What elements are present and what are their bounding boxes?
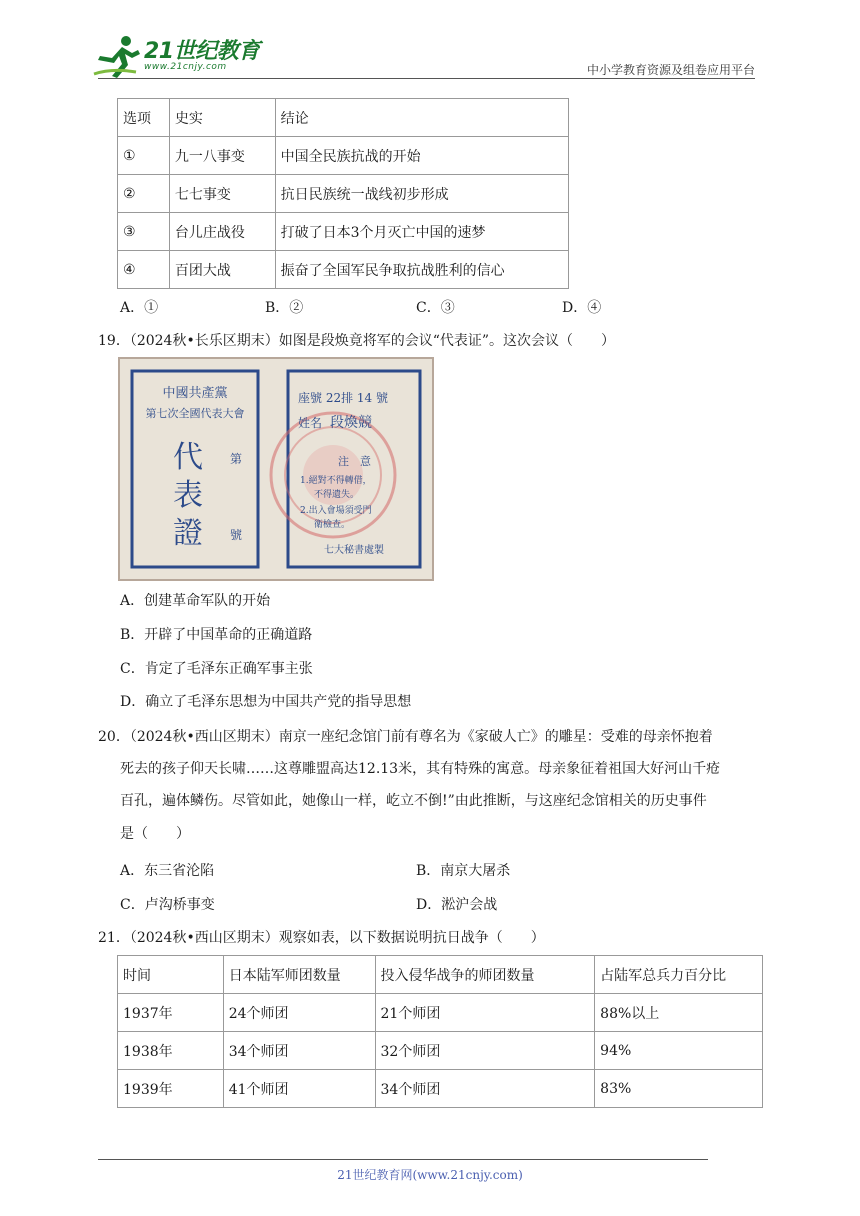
table-cell: 34个师团 [223, 1032, 375, 1070]
page-header [0, 0, 860, 80]
q20-line-2: 死去的孩子仰天长啸……这尊雕盟高达12.13米，其有特殊的寓意。母亲象征着祖国大好河山千疮 [120, 761, 721, 777]
table-cell: 21个师团 [375, 994, 595, 1032]
q19-option-c[interactable]: C．肯定了毛泽东正确军事主张 [120, 661, 313, 677]
q19-option-a[interactable]: A．创建革命军队的开始 [120, 593, 271, 609]
platform-title: 中小学教育资源及组卷应用平台 [586, 63, 755, 77]
table-header-cell: 选项 [118, 99, 170, 137]
delegate-card-photo [118, 357, 434, 581]
table-header-cell: 日本陆军师团数量 [223, 956, 375, 994]
q18-option-d[interactable]: D．④ [562, 300, 602, 316]
card-big-char: 證 [173, 516, 203, 551]
card-notice-title: 注 意 [338, 455, 371, 468]
table-row [118, 1032, 763, 1070]
card-name-value: 段煥競 [330, 415, 372, 431]
card-seat: 座號 22排 14 號 [298, 391, 388, 405]
card-notice-1: 1.絕對不得轉借， [300, 476, 372, 486]
footer-text[interactable]: 21世纪教育网(www.21cnjy.com) [337, 1168, 523, 1182]
q19-option-d[interactable]: D．确立了毛泽东思想为中国共产党的指导思想 [120, 694, 412, 710]
table-header-cell: 占陆军总兵力百分比 [595, 956, 763, 994]
table-cell: 抗日民族统一战线初步形成 [275, 175, 568, 213]
options-table [117, 98, 569, 289]
header-divider [98, 78, 755, 79]
card-notice-2: 2.出入會場須受門 [300, 506, 372, 516]
table-cell: 1937年 [118, 994, 224, 1032]
runner-logo-icon [92, 34, 144, 78]
table-cell: ④ [118, 251, 170, 289]
q20-line-1: 20．（2024秋•西山区期末）南京一座纪念馆门前有尊名为《家破人亡》的雕星：受难的母亲怀抱着 [98, 729, 713, 745]
q20-option-d[interactable]: D．淞沪会战 [416, 897, 498, 913]
table-cell: 88%以上 [595, 994, 763, 1032]
division-table [117, 955, 763, 1108]
table-cell: 打破了日本3个月灭亡中国的速梦 [275, 213, 568, 251]
table-cell: 41个师团 [223, 1070, 375, 1108]
q18-option-b[interactable]: B．② [265, 300, 304, 316]
table-cell: ③ [118, 213, 170, 251]
card-small-char: 第 [229, 452, 243, 466]
table-header-cell: 史实 [169, 99, 275, 137]
table-header-row [118, 956, 763, 994]
q18-option-c[interactable]: C．③ [416, 300, 455, 316]
table-row [118, 251, 569, 289]
q19-option-b[interactable]: B．开辟了中国革命的正确道路 [120, 627, 313, 643]
card-small-char: 號 [229, 528, 243, 542]
table-cell: 台儿庄战役 [169, 213, 275, 251]
table-cell: 34个师团 [375, 1070, 595, 1108]
table-header-cell: 投入侵华战争的师团数量 [375, 956, 595, 994]
table-header-row [118, 99, 569, 137]
table-cell: 中国全民族抗战的开始 [275, 137, 568, 175]
table-cell: 七七事变 [169, 175, 275, 213]
table-cell: 1938年 [118, 1032, 224, 1070]
card-title-2: 第七次全國代表大會 [145, 407, 245, 420]
table-row [118, 175, 569, 213]
q20-option-c[interactable]: C．卢沟桥事变 [120, 897, 215, 913]
card-notice-2b: 衛檢查。 [314, 520, 351, 530]
table-cell: 1939年 [118, 1070, 224, 1108]
table-row [118, 213, 569, 251]
card-big-char: 表 [173, 478, 203, 513]
card-issuer: 七大秘書處製 [324, 545, 384, 556]
card-title-1: 中國共產黨 [162, 386, 228, 401]
card-name-label: 姓名 [298, 416, 323, 430]
q20-option-b[interactable]: B．南京大屠杀 [416, 863, 511, 879]
table-cell: 振奋了全国军民争取抗战胜利的信心 [275, 251, 568, 289]
table-cell: 百团大战 [169, 251, 275, 289]
card-notice-1b: 不得遺失。 [314, 490, 360, 500]
table-header-cell: 结论 [275, 99, 568, 137]
table-row [118, 994, 763, 1032]
q18-option-a[interactable]: A．① [120, 300, 159, 316]
q19-stem: 19．（2024秋•长乐区期末）如图是段焕竟将军的会议“代表证”。这次会议（ ） [98, 333, 616, 349]
table-cell: 94% [595, 1032, 763, 1070]
table-cell: 83% [595, 1070, 763, 1108]
logo-url: www.21cnjy.com [144, 62, 227, 72]
table-cell: ① [118, 137, 170, 175]
table-row [118, 1070, 763, 1108]
footer-divider [98, 1159, 708, 1160]
table-cell: 24个师团 [223, 994, 375, 1032]
q20-line-4: 是（ ） [120, 826, 190, 842]
card-big-char: 代 [173, 440, 203, 475]
table-header-cell: 时间 [118, 956, 224, 994]
q20-option-a[interactable]: A．东三省沦陷 [120, 863, 215, 879]
q21-stem: 21．（2024秋•西山区期末）观察如表，以下数据说明抗日战争（ ） [98, 930, 545, 946]
logo-text: 21世纪教育 [144, 39, 260, 64]
table-cell: 32个师团 [375, 1032, 595, 1070]
logo [92, 34, 262, 78]
q20-line-3: 百孔，遍体鳞伤。尽管如此，她像山一样，屹立不倒!”由此推断，与这座纪念馆相关的历史事件 [120, 793, 707, 809]
table-row [118, 137, 569, 175]
table-cell: 九一八事变 [169, 137, 275, 175]
table-cell: ② [118, 175, 170, 213]
